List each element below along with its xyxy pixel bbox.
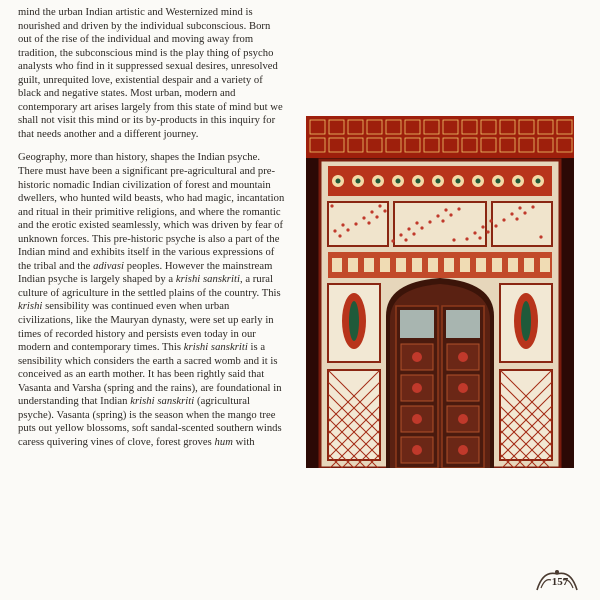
- italic-term: krishi sanskriti: [130, 396, 195, 408]
- body-text: [18, 6, 286, 460]
- italic-term: hum: [214, 436, 233, 448]
- text-segment: Geography, more than history, shapes the Indian psyche. There must have been a significant pre-agricultural and pre-historic nomadic Indian civilization of forest and mountain dwellers, who hunted wild beasts, who had magic, incantation and ritual in their primitive religions, and where the romantic and the erotic existed seamlessly, which was driven by fear of unknown forces. This pre-historic psyche is also a part of the Indian mind and exhibits itself in the various expressions of the tribal and the: [18, 152, 285, 272]
- text-segment: (agricultural psyche). Vasanta (spring) is the season when the mango tree puts out yellow blossoms, soft sandal-scented southern winds caress quivering vines of clove, forest groves: [18, 396, 282, 448]
- paragraph: [18, 151, 286, 449]
- italic-term: adivasi: [93, 260, 125, 272]
- paragraph: [18, 6, 286, 141]
- text-segment: , a rural culture of agriculture in the settled plains of the country. This: [18, 274, 281, 299]
- italic-term: krishi sanskriti: [183, 342, 248, 354]
- italic-term: krishi sanskriti: [175, 274, 240, 286]
- painted-wall-image: [306, 116, 574, 468]
- text-segment: mind the urban Indian artistic and Westernized mind is nourished and driven by the individual subconscious. Born out of the rise of the individual and moving away from tradition, the subconscious mind is the play thing of psycho analysts who find in it suppressed sexual desires, unresolved guilt, unrequited love, existential despair and a variety of black and negative states. Most urban, modern and contemporary art arises largely from this state of mind but we shall not visit this mind or its by-products in this inquiry for that needs another and a different journey.: [18, 7, 283, 140]
- page-number: 157: [551, 576, 569, 588]
- palace-interior-photo: [306, 116, 574, 468]
- text-segment: sensibility was continued even when urban civilizations, like the Mauryan dynasty, were set up early in times of recorded history and persists even today in our modern and contemporary times. This: [18, 301, 274, 354]
- text-segment: with: [232, 436, 255, 448]
- text-segment: is a sensibility which considers the earth a sacred womb and it is conceived as an earth mother. It has been rightly said that Vasanta and Varsha (spring and the rains), are foundational in understanding that Indian: [18, 342, 282, 408]
- text-segment: peoples. However the mainstream Indian psyche is largely shaped by a: [18, 260, 273, 286]
- italic-term: krishi: [18, 301, 43, 313]
